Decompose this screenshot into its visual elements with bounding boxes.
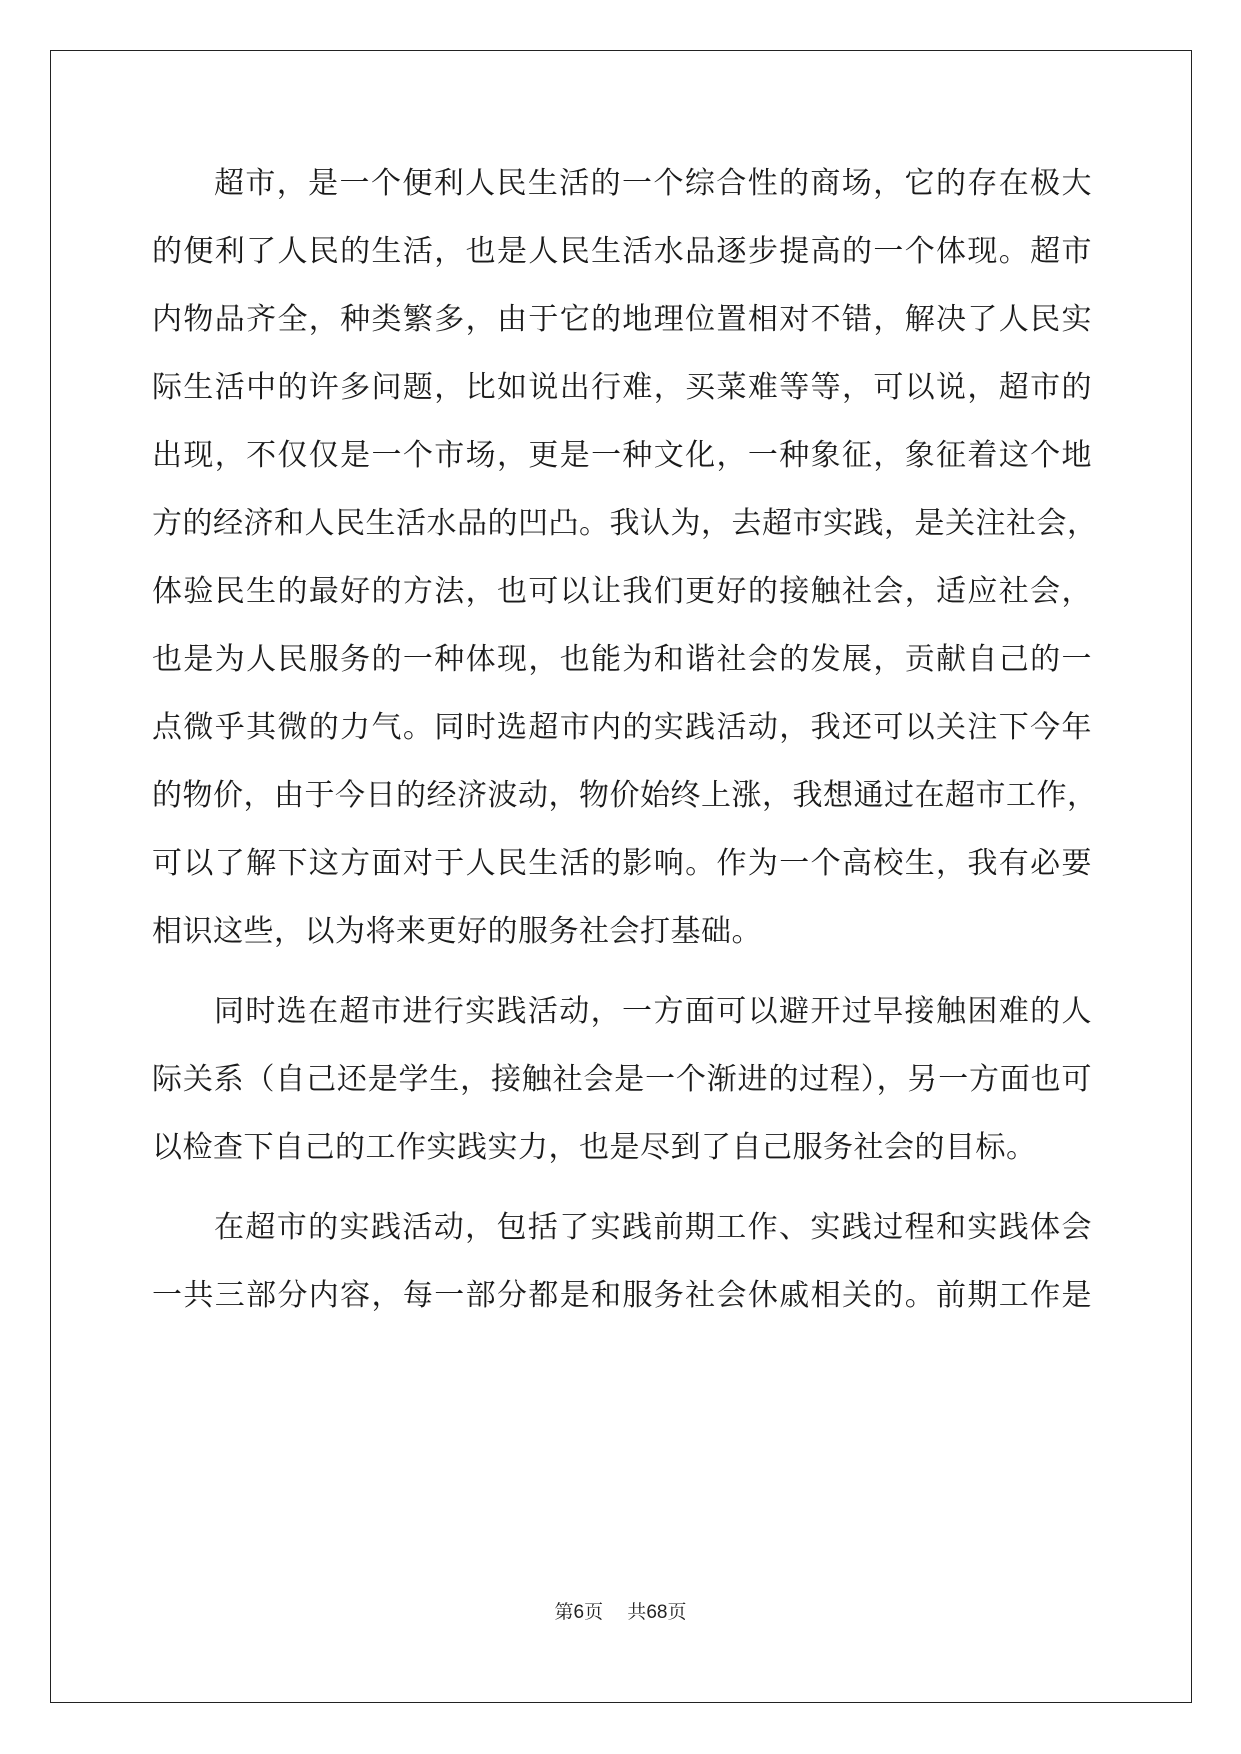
text-line: 出现，不仅仅是一个市场，更是一种文化，一种象征，象征着这个地 (152, 438, 1092, 473)
text-line: 的便利了人民的生活，也是人民生活水品逐步提高的一个体现。超市 (152, 234, 1092, 269)
total-suffix: 页 (667, 1601, 687, 1623)
text-line: 体验民生的最好的方法，也可以让我们更好的接触社会，适应社会， (152, 574, 1092, 609)
page-number: 6 (573, 1602, 585, 1623)
text-line: 一共三部分内容，每一部分都是和服务社会休戚相关的。前期工作是 (152, 1278, 1092, 1313)
page-suffix: 页 (584, 1601, 604, 1623)
text-line: 点微乎其微的力气。同时选超市内的实践活动，我还可以关注下今年 (152, 710, 1092, 745)
text-line: 的物价，由于今日的经济波动，物价始终上涨，我想通过在超市工作， (152, 778, 1098, 813)
text-line: 际生活中的许多问题，比如说出行难，买菜难等等，可以说，超市的 (152, 370, 1092, 405)
paragraph-1 (152, 150, 1098, 966)
text-line: 相识这些，以为将来更好的服务社会打基础。 (152, 914, 762, 949)
text-line: 超市，是一个便利人民生活的一个综合性的商场，它的存在极大 (214, 166, 1092, 201)
text-line: 在超市的实践活动，包括了实践前期工作、实践过程和实践体会 (214, 1210, 1092, 1245)
text-line: 也是为人民服务的一种体现，也能为和谐社会的发展，贡献自己的一 (152, 642, 1092, 677)
text-line: 可以了解下这方面对于人民生活的影响。作为一个高校生，我有必要 (152, 846, 1092, 881)
text-line: 以检查下自己的工作实践实力，也是尽到了自己服务社会的目标。 (152, 1130, 1037, 1165)
document-body (152, 150, 1098, 1330)
page-prefix: 第 (554, 1601, 574, 1623)
text-line: 同时选在超市进行实践活动，一方面可以避开过早接触困难的人 (214, 994, 1092, 1029)
total-pages: 68 (646, 1602, 668, 1623)
text-line: 方的经济和人民生活水品的凹凸。我认为，去超市实践，是关注社会， (152, 506, 1098, 541)
total-prefix: 共 (627, 1601, 647, 1623)
paragraph-2 (152, 978, 1092, 1182)
text-line: 内物品齐全，种类繁多，由于它的地理位置相对不错，解决了人民实 (152, 302, 1092, 337)
page-footer (0, 1597, 1241, 1624)
text-line: 际关系（自己还是学生，接触社会是一个渐进的过程），另一方面也可 (152, 1062, 1092, 1097)
paragraph-3 (152, 1194, 1092, 1330)
